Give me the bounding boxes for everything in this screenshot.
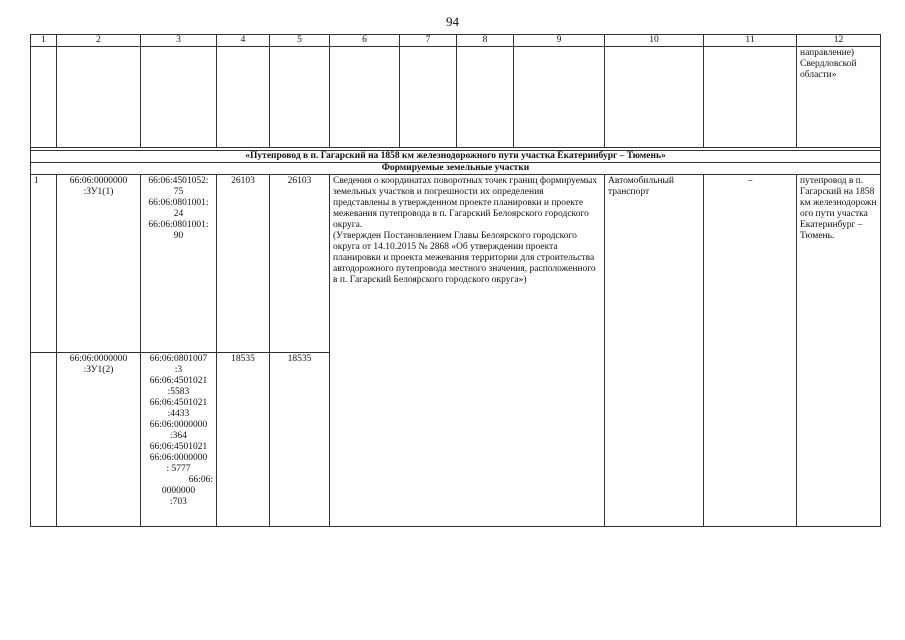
cadastral-number: 66:06:0801001: [148, 198, 209, 208]
cadastral-number: :3 [174, 365, 183, 375]
purpose: путепровод в п. Гагарский на 1858 км железнодорожн ого пути участка Екатеринбург – Тюмень. [797, 175, 881, 527]
cadastral-number: :703 [170, 497, 187, 507]
cadastral-number: 75 [173, 187, 184, 197]
page-number: 94 [446, 14, 459, 29]
column-number: 12 [797, 35, 881, 47]
cadastral-number: 66:06:0801001: [148, 220, 209, 230]
column-number: 11 [704, 35, 797, 47]
cadastral-number: :364 [170, 431, 187, 441]
section-title-row [31, 151, 881, 163]
subsection-title-row [31, 163, 881, 175]
row-number [31, 353, 57, 527]
cadastral-number: 66:06: [188, 475, 213, 485]
permitted-use: Автомобильный транспорт [605, 175, 704, 527]
area-value: 18535 [217, 353, 270, 527]
cadastral-number: 66:06:4501052: [148, 176, 209, 186]
continued-purpose-cell: направление) Свердловской области» [797, 47, 881, 148]
cadastral-list [141, 175, 217, 353]
cadastral-number: 66:06:4501021 [149, 442, 208, 452]
cadastral-number: 0000000 [161, 486, 196, 496]
column-number: 4 [217, 35, 270, 47]
column-number: 3 [141, 35, 217, 47]
cadastral-number: 66:06:0000000 [149, 420, 208, 430]
encumbrance: – [704, 175, 797, 527]
area-value: 18535 [270, 353, 330, 527]
column-number: 5 [270, 35, 330, 47]
cadastral-number: 66:06:4501021 [149, 398, 208, 408]
cadastral-number: :4433 [167, 409, 190, 419]
cadastral-number: : 5777 [166, 464, 191, 474]
column-number: 8 [457, 35, 514, 47]
parcel-number: 66:06:0000000 :ЗУ1(2) [57, 353, 141, 527]
column-number: 6 [330, 35, 400, 47]
column-number: 10 [605, 35, 704, 47]
area-value: 26103 [270, 175, 330, 353]
section-title: «Путепровод в п. Гагарский на 1858 км железнодорожного пути участка Екатеринбург – Тюмень» [31, 151, 881, 163]
land-parcel-table [30, 34, 881, 527]
row-number: 1 [31, 175, 57, 353]
cadastral-number: 66:06:0000000 [149, 453, 208, 463]
column-number: 7 [400, 35, 457, 47]
coordinates-info: Сведения о координатах поворотных точек границ формируемых земельных участков и погрешности их определения представлены в утвержденном проекте планировки и проекте межевания путепровода в п. Гагарский Белоярского городского округа. (Утвержден Постановлением Главы Белоярского городского округа от 14.10.2015 № 2868 «Об утверждении проекта планировки и проекта межевания территории для строительства автодорожного путепровода местного значения, расположенного в п. Гагарский Белоярского городского округа») [330, 175, 605, 527]
cadastral-number: 90 [173, 231, 184, 241]
area-value: 26103 [217, 175, 270, 353]
cadastral-list [141, 353, 217, 527]
cadastral-number: 66:06:4501021 [149, 376, 208, 386]
cadastral-number: :5583 [167, 387, 190, 397]
continued-row [31, 47, 881, 148]
cadastral-number: 66:06:0801007 [149, 354, 208, 364]
table-row [31, 175, 881, 353]
parcel-number: 66:06:0000000 :ЗУ1(1) [57, 175, 141, 353]
column-number-row [31, 35, 881, 47]
column-number: 2 [57, 35, 141, 47]
column-number: 9 [514, 35, 605, 47]
subsection-title: Формируемые земельные участки [31, 163, 881, 175]
cadastral-number: 24 [173, 209, 184, 219]
column-number: 1 [31, 35, 57, 47]
